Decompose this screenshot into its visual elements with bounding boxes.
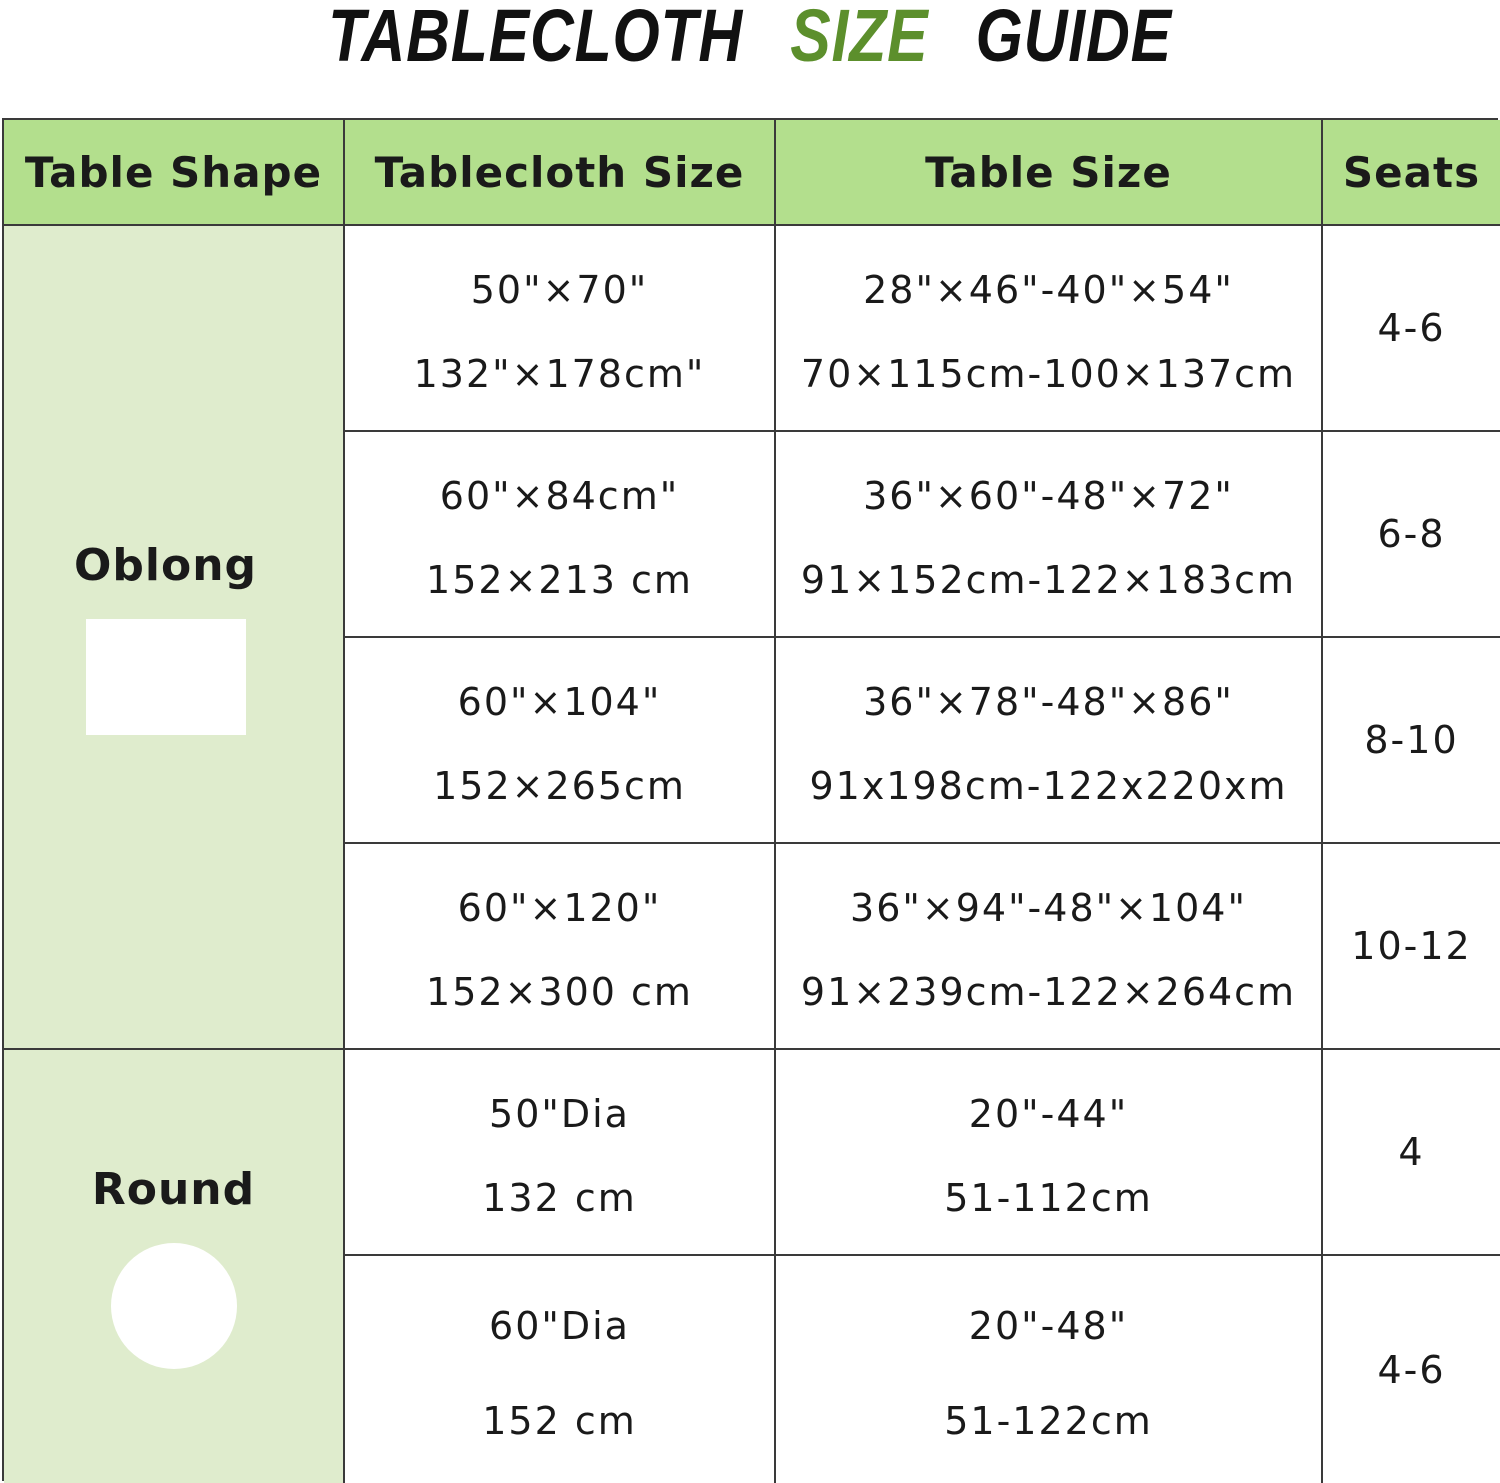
table-size-cm: 51-122cm — [944, 1399, 1153, 1444]
tablecloth-size-inches: 60"×84cm" — [439, 474, 680, 518]
table-size-cell — [776, 844, 1323, 1050]
tablecloth-size-inches: 60"×120" — [457, 886, 662, 930]
size-guide-table — [2, 118, 1498, 1481]
tablecloth-size-inches: 60"Dia — [489, 1303, 630, 1348]
title-word-guide: GUIDE — [975, 0, 1172, 77]
table-size-cell — [776, 1050, 1323, 1256]
header-tablecloth-size: Tablecloth Size — [345, 120, 776, 226]
table-size-inches: 36"×94"-48"×104" — [850, 886, 1247, 930]
seats-cell: 4-6 — [1323, 1256, 1500, 1483]
tablecloth-size-cm: 152×300 cm — [426, 970, 693, 1014]
shape-label-round: Round — [91, 1164, 256, 1215]
title-word-tablecloth: TABLECLOTH — [328, 0, 744, 77]
tablecloth-size-cell — [345, 844, 776, 1050]
table-size-inches: 20"-48" — [968, 1303, 1129, 1348]
shape-cell-oblong — [4, 226, 345, 1050]
seats-cell: 6-8 — [1323, 432, 1500, 638]
tablecloth-size-cell — [345, 638, 776, 844]
title-word-size: SIZE — [790, 0, 929, 77]
tablecloth-size-cm: 132 cm — [482, 1176, 637, 1220]
tablecloth-size-cm: 132"×178cm" — [413, 352, 706, 396]
page-title — [135, 0, 1365, 77]
seats-cell: 10-12 — [1323, 844, 1500, 1050]
shape-label-oblong: Oblong — [73, 539, 258, 591]
table-size-inches: 36"×60"-48"×72" — [863, 474, 1234, 518]
table-size-cell — [776, 1256, 1323, 1483]
table-size-cell — [776, 638, 1323, 844]
tablecloth-size-cm: 152×213 cm — [426, 558, 693, 602]
table-size-cm: 70×115cm-100×137cm — [800, 352, 1297, 396]
table-size-cell — [776, 432, 1323, 638]
header-table-size: Table Size — [776, 120, 1323, 226]
table-size-cm: 91x198cm-122x220xm — [809, 764, 1288, 808]
tablecloth-size-cell — [345, 1050, 776, 1256]
tablecloth-size-inches: 50"Dia — [489, 1092, 630, 1136]
tablecloth-size-inches: 50"×70" — [470, 268, 649, 312]
seats-cell: 4-6 — [1323, 226, 1500, 432]
tablecloth-size-cell — [345, 1256, 776, 1483]
rectangle-icon — [86, 619, 246, 735]
table-size-inches: 28"×46"-40"×54" — [863, 268, 1234, 312]
tablecloth-size-cm: 152×265cm — [433, 764, 686, 808]
tablecloth-size-cm: 152 cm — [482, 1399, 637, 1444]
table-size-cm: 91×239cm-122×264cm — [800, 970, 1297, 1014]
header-table-shape: Table Shape — [4, 120, 345, 226]
tablecloth-size-inches: 60"×104" — [457, 680, 662, 724]
seats-cell: 4 — [1323, 1050, 1500, 1256]
seats-cell: 8-10 — [1323, 638, 1500, 844]
table-size-inches: 36"×78"-48"×86" — [863, 680, 1234, 724]
table-size-cell — [776, 226, 1323, 432]
table-size-cm: 91×152cm-122×183cm — [800, 558, 1297, 602]
tablecloth-size-cell — [345, 226, 776, 432]
shape-cell-round — [4, 1050, 345, 1483]
table-size-cm: 51-112cm — [944, 1176, 1153, 1220]
circle-icon — [111, 1243, 237, 1369]
tablecloth-size-cell — [345, 432, 776, 638]
table-size-inches: 20"-44" — [968, 1092, 1129, 1136]
header-seats: Seats — [1323, 120, 1500, 226]
